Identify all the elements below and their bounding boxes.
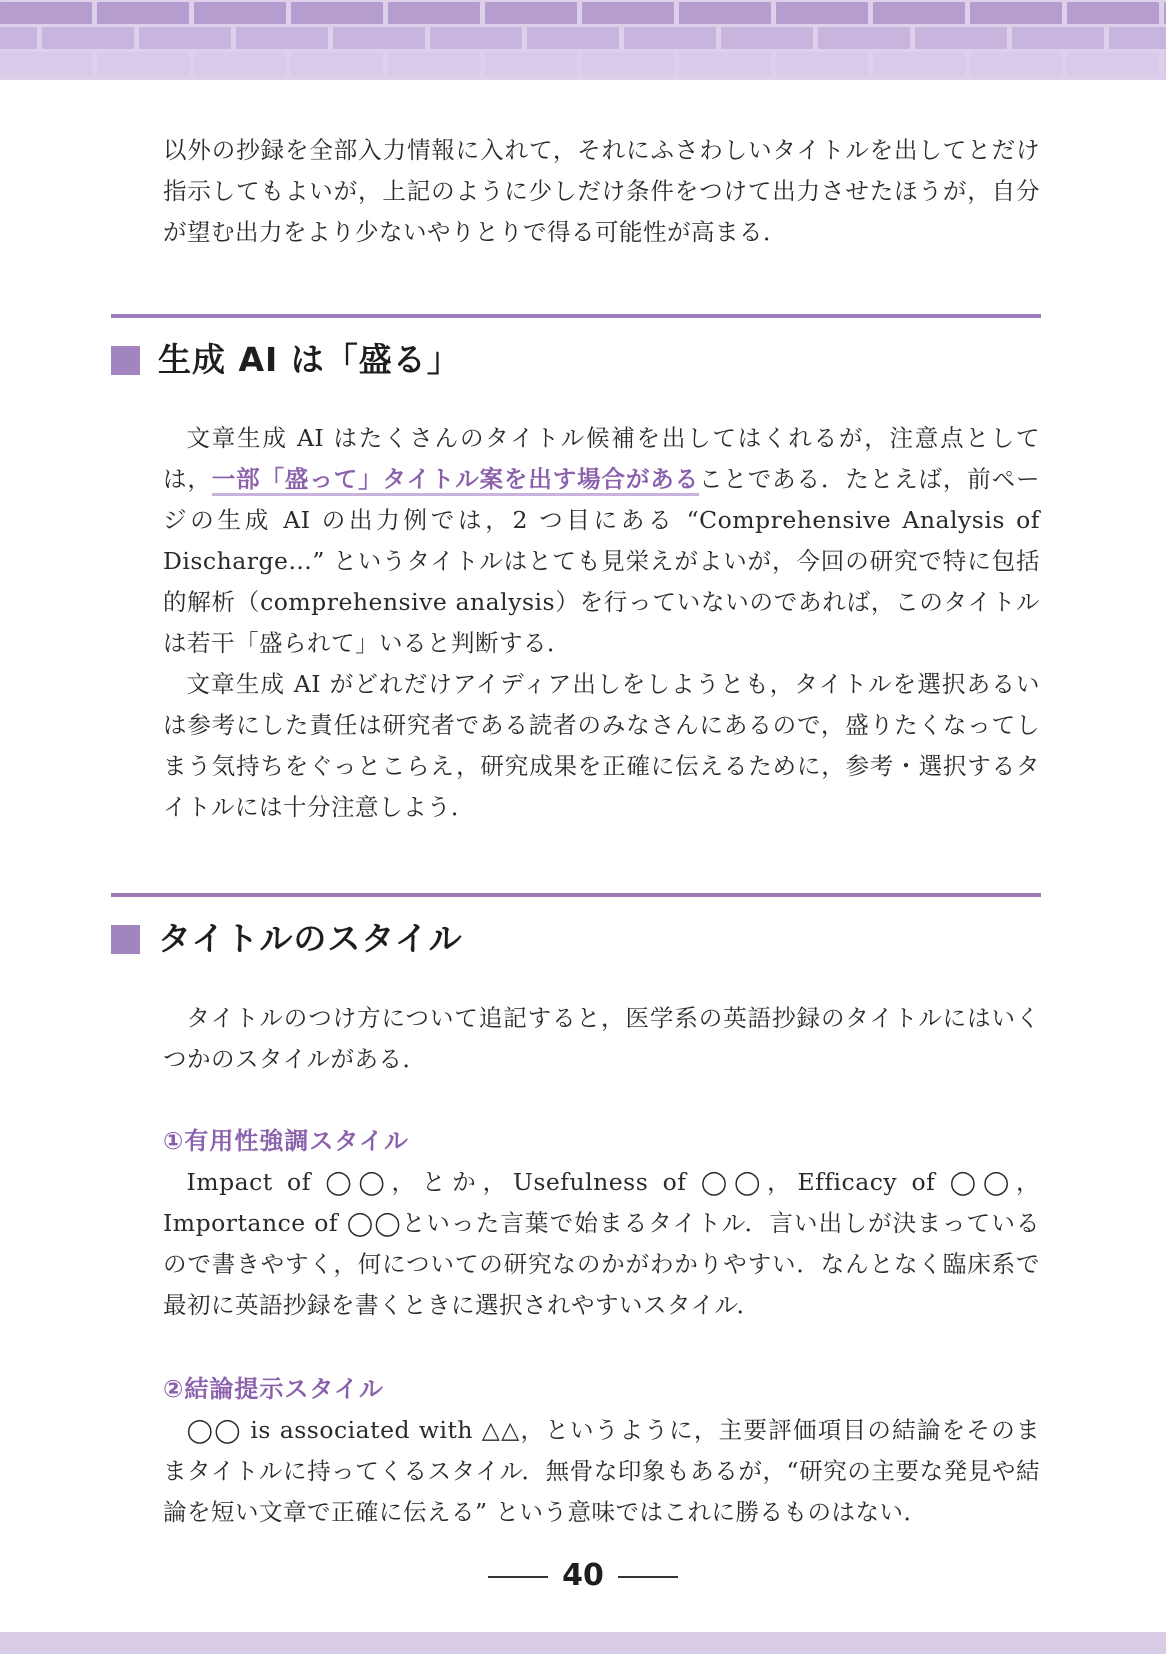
style2-block (163, 1372, 1040, 1533)
decorative-brick (1109, 27, 1166, 49)
section1-body (163, 418, 1040, 828)
decorative-brick (194, 2, 286, 24)
decorative-brick (1067, 2, 1159, 24)
decorative-brick (721, 27, 813, 49)
intro-paragraph: 以外の抄録を全部入力情報に入れて，それにふさわしいタイトルを出してとだけ指示してもよいが，上記のように少しだけ条件をつけて出力させたほうが，自分が望む出力をより少ないやりとりで得る可能性が高まる． (163, 136, 1040, 246)
style1-heading: ①有用性強調スタイル (163, 1127, 409, 1155)
page-number (0, 1558, 1166, 1593)
footer-decorative-band (0, 1632, 1166, 1654)
section-square-icon (111, 925, 140, 954)
decorative-brick (970, 52, 1062, 76)
decorative-brick (527, 27, 619, 49)
decorative-brick (388, 2, 480, 24)
intro-block (163, 130, 1040, 253)
decorative-brick (430, 27, 522, 49)
style2-heading: ②結論提示スタイル (163, 1375, 384, 1403)
decorative-brick (485, 52, 577, 76)
decorative-brick (776, 2, 868, 24)
decorative-brick (42, 27, 134, 49)
section-title: タイトルのスタイル (158, 919, 463, 958)
decorative-brick (97, 52, 189, 76)
decorative-brick (0, 52, 92, 76)
decorative-brick (624, 27, 716, 49)
decorative-brick (873, 52, 965, 76)
section1-paragraph-2: 文章生成 AI がどれだけアイディア出しをしようとも，タイトルを選択あるいは参考にした責任は研究者である読者のみなさんにあるので，盛りたくなってしまう気持ちをぐっとこらえ，研究成果を正確に伝えるために，参考・選択するタイトルには十分注意しよう． (163, 670, 1040, 821)
text-run: 文章生成 AI はたくさんのタイトル候補を出してはくれるが，注意点としては， (163, 424, 1040, 493)
style2-paragraph: ◯◯ is associated with △△，というように，主要評価項目の結論をそのままタイトルに持ってくるスタイル．無骨な印象もあるが，“研究の主要な発見や結論を短い文章で正確に伝える” という意味ではこれに勝るものはない． (163, 1416, 1040, 1526)
decorative-brick (582, 2, 674, 24)
decorative-brick (291, 52, 383, 76)
section1-paragraph-1 (163, 418, 1040, 664)
decorative-brick (873, 2, 965, 24)
decorative-brick (0, 2, 92, 24)
decorative-brick (818, 27, 910, 49)
decorative-brick (388, 52, 480, 76)
section-square-icon (111, 346, 140, 375)
decorative-brick (194, 52, 286, 76)
section-rule (111, 893, 1041, 897)
highlighted-phrase: 一部「盛って」タイトル案を出す場合がある (212, 465, 699, 496)
decorative-brick (1067, 52, 1159, 76)
decorative-brick (333, 27, 425, 49)
decorative-brick (582, 52, 674, 76)
decorative-brick (485, 2, 577, 24)
decorative-brick (139, 27, 231, 49)
decorative-brick (679, 52, 771, 76)
style1-paragraph: Impact of ◯◯，とか，Usefulness of ◯◯，Efficacy of ◯◯，Importance of ◯◯といった言葉で始まるタイトル．言い出しが決まっているので書きやすく，何についての研究なのかがわかりやすい．なんとなく臨床系で最初に英語抄録を書くときに選択されやすいスタイル． (163, 1168, 1040, 1319)
decorative-brick (970, 2, 1062, 24)
decorative-brick (1012, 27, 1104, 49)
decorative-brick (915, 27, 1007, 49)
section-rule (111, 314, 1041, 318)
decorative-brick (97, 2, 189, 24)
decorative-brick (291, 2, 383, 24)
decorative-brick (236, 27, 328, 49)
decorative-brick (0, 27, 37, 49)
page-number-line-right (618, 1576, 678, 1578)
section2-intro (163, 998, 1040, 1080)
decorative-brick (679, 2, 771, 24)
page-number-line-left (488, 1576, 548, 1578)
decorative-brick (776, 52, 868, 76)
header-decorative-band (0, 0, 1166, 80)
text-run: ことである．たとえば，前ページの生成 AI の出力例では，2 つ目にある “Comprehensive Analysis of Discharge…” というタイトルはとても見栄えがよいが，今回の研究で特に包括的解析（comprehensive analysis）を行っていないのであれば，このタイトルは若干「盛られて」いると判断する． (163, 465, 1041, 657)
section-title: 生成 AI は「盛る」 (158, 340, 461, 379)
style1-block (163, 1124, 1040, 1326)
section2-paragraph-1: タイトルのつけ方について追記すると，医学系の英語抄録のタイトルにはいくつかのスタイルがある． (163, 1004, 1040, 1073)
page-number-text: 40 (562, 1558, 604, 1593)
